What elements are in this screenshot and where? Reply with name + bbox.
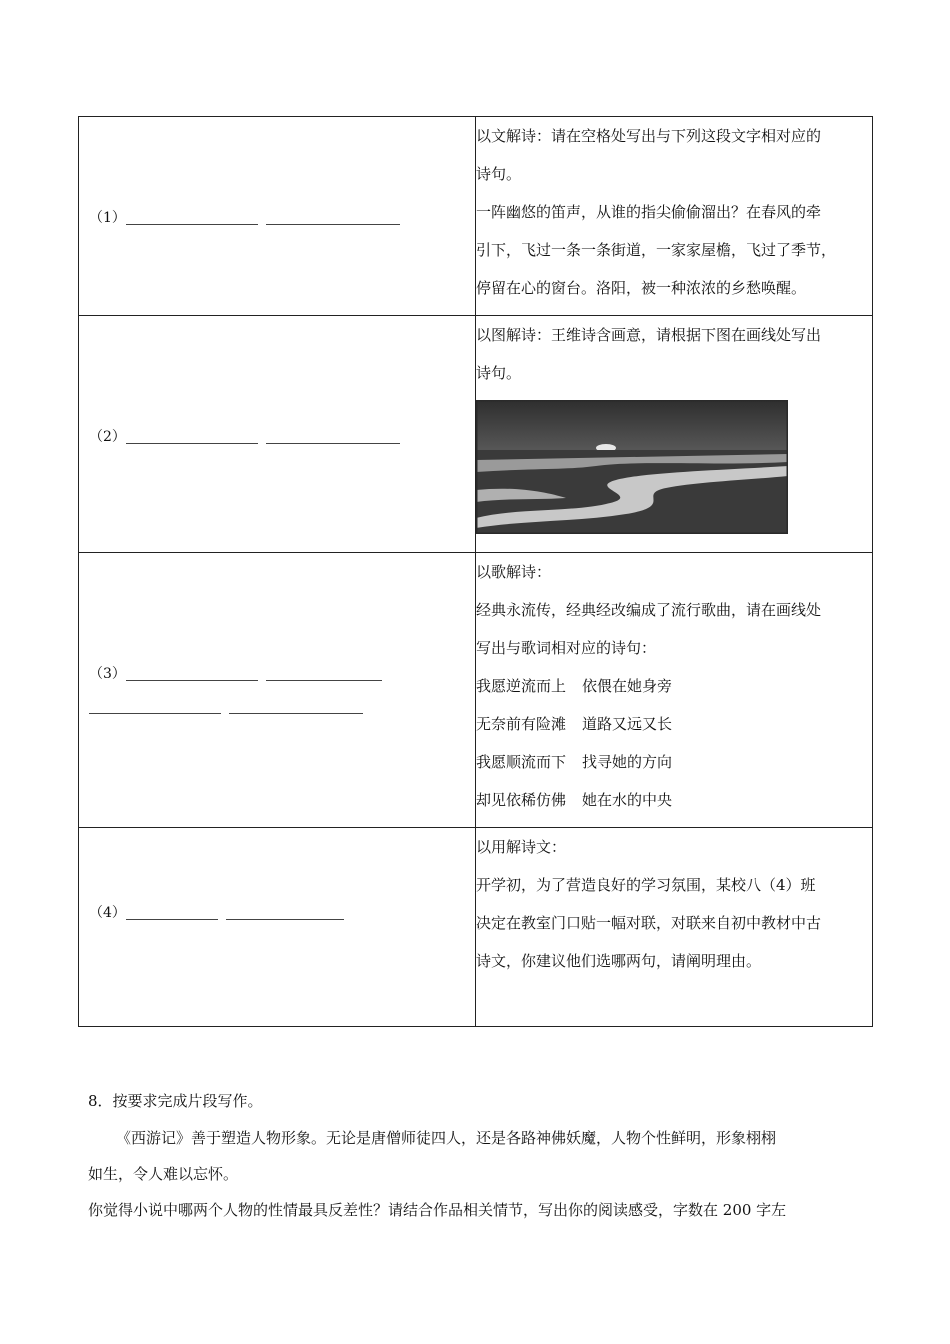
table-row xyxy=(79,117,873,316)
table-row xyxy=(79,828,873,1027)
prompt-cell-1 xyxy=(476,117,873,316)
answer-line-1 xyxy=(89,207,408,227)
prompt-cell-2 xyxy=(476,316,873,553)
lyric-line: 我愿逆流而上 依偎在她身旁 xyxy=(476,677,673,695)
prompt-text: 以歌解诗： xyxy=(476,563,552,581)
answer-blank[interactable] xyxy=(89,699,221,714)
answer-blank[interactable] xyxy=(126,429,258,444)
item-label-1: （1） xyxy=(89,210,126,226)
answer-blank[interactable] xyxy=(226,905,344,920)
item-label-4: （4） xyxy=(89,905,126,921)
lyric-line: 我愿顺流而下 找寻她的方向 xyxy=(476,753,673,771)
item-label-3: （3） xyxy=(89,666,126,682)
answer-blank[interactable] xyxy=(266,429,400,444)
answer-cell-1 xyxy=(79,117,476,316)
answer-line-2 xyxy=(89,426,408,446)
item-label-2: （2） xyxy=(89,429,126,445)
answer-line-3b xyxy=(89,699,371,715)
prompt-text: 经典永流传，经典经改编成了流行歌曲，请在画线处 xyxy=(476,601,822,619)
answer-line-3a xyxy=(89,663,390,683)
prompt-cell-3 xyxy=(476,553,873,828)
question-8-paragraph: 如生，令人难以忘怀。 xyxy=(88,1165,239,1183)
prompt-text: 诗文，你建议他们选哪两句，请阐明理由。 xyxy=(476,952,762,970)
prompt-text: 开学初，为了营造良好的学习氛围，某校八（4）班 xyxy=(476,876,816,894)
prompt-text: 引下，飞过一条一条街道，一家家屋檐，飞过了季节， xyxy=(476,241,837,259)
lyric-line: 却见依稀仿佛 她在水的中央 xyxy=(476,791,673,809)
answer-cell-3 xyxy=(79,553,476,828)
answer-blank[interactable] xyxy=(266,210,400,225)
landscape-picture xyxy=(476,400,788,534)
answer-blank[interactable] xyxy=(266,666,382,681)
prompt-text: 诗句。 xyxy=(476,165,522,183)
question-table xyxy=(78,116,873,1027)
answer-blank[interactable] xyxy=(126,666,258,681)
question-8-heading: 8．按要求完成片段写作。 xyxy=(88,1092,263,1110)
prompt-text: 写出与歌词相对应的诗句： xyxy=(476,639,657,657)
answer-blank[interactable] xyxy=(126,905,218,920)
question-8-paragraph: 《西游记》善于塑造人物形象。无论是唐僧师徒四人，还是各路神佛妖魔，人物个性鲜明，形象栩栩 xyxy=(116,1129,777,1147)
lyric-line: 无奈前有险滩 道路又远又长 xyxy=(476,715,673,733)
table-row xyxy=(79,316,873,553)
answer-cell-2 xyxy=(79,316,476,553)
answer-line-4 xyxy=(89,902,352,922)
prompt-text: 以用解诗文： xyxy=(476,838,567,856)
answer-blank[interactable] xyxy=(229,699,363,714)
question-8-prompt: 你觉得小说中哪两个人物的性情最具反差性？请结合作品相关情节，写出你的阅读感受，字数在 200 字左 xyxy=(88,1201,787,1219)
answer-cell-4 xyxy=(79,828,476,1027)
prompt-text: 以图解诗：王维诗含画意，请根据下图在画线处写出 xyxy=(476,326,822,344)
prompt-text: 决定在教室门口贴一幅对联，对联来自初中教材中古 xyxy=(476,914,822,932)
answer-blank[interactable] xyxy=(126,210,258,225)
prompt-cell-4 xyxy=(476,828,873,1027)
prompt-text: 以文解诗：请在空格处写出与下列这段文字相对应的 xyxy=(476,127,822,145)
prompt-text: 诗句。 xyxy=(476,364,522,382)
prompt-text: 一阵幽悠的笛声，从谁的指尖偷偷溜出？在春风的牵 xyxy=(476,203,822,221)
table-row xyxy=(79,553,873,828)
prompt-text: 停留在心的窗台。洛阳，被一种浓浓的乡愁唤醒。 xyxy=(476,279,807,297)
